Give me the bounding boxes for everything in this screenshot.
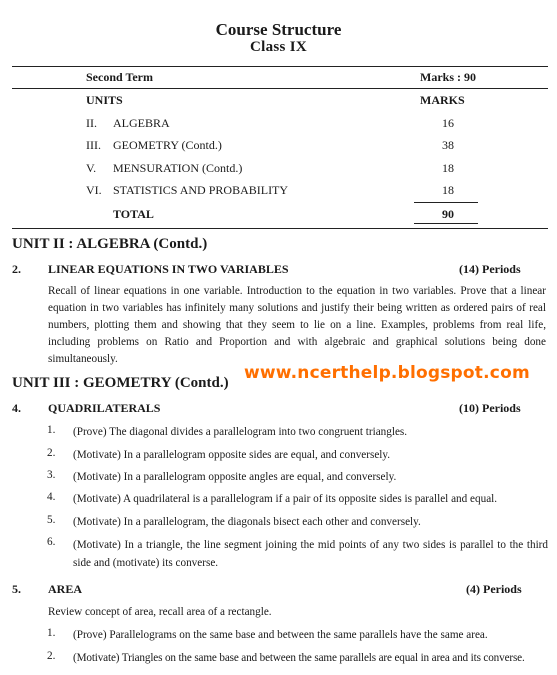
- unit-heading: UNIT II : ALGEBRA (Contd.): [12, 236, 208, 252]
- marks-header: MARKS: [420, 93, 465, 107]
- total-rule-bottom: [414, 223, 478, 224]
- page-title: Course Structure: [215, 20, 342, 39]
- table-bottom-rule: [12, 228, 548, 229]
- unit-row-marks: 18: [442, 183, 454, 197]
- unit-row-name: MENSURATION (Contd.): [113, 161, 243, 175]
- units-header: UNITS: [86, 93, 123, 107]
- section-intro: Review concept of area, recall area of a rectangle.: [48, 606, 272, 618]
- unit-row-name: STATISTICS AND PROBABILITY: [113, 183, 289, 197]
- list-item: (Prove) Parallelograms on the same base and between the same parallels have the same area.: [73, 629, 488, 641]
- list-item-number: 3.: [47, 469, 56, 481]
- list-item: (Motivate) In a parallelogram, the diagonals bisect each other and conversely.: [73, 516, 421, 528]
- unit-row-num: VI.: [86, 183, 102, 197]
- section-periods: (14) Periods: [459, 262, 521, 276]
- unit-row-name: ALGEBRA: [113, 116, 170, 130]
- unit-row-num: II.: [86, 116, 97, 130]
- list-item-number: 2.: [47, 447, 56, 459]
- marks-label: Marks : 90: [420, 70, 476, 84]
- unit-row-num: V.: [86, 161, 97, 175]
- unit-row-name: GEOMETRY (Contd.): [113, 138, 222, 152]
- list-item-number: 5.: [47, 514, 56, 526]
- unit-row-marks: 38: [442, 138, 454, 152]
- list-item-number: 1.: [47, 424, 56, 436]
- unit-heading: UNIT III : GEOMETRY (Contd.): [12, 375, 229, 391]
- page-subtitle: Class IX: [250, 39, 307, 55]
- total-marks: 90: [442, 207, 454, 221]
- section-body: Recall of linear equations in one variable. Introduction to the equation in two variables. Prove that a linear equation in two variables has infinitely many solutions and justify their being written as ordered pairs of real numbers, plotting them and showing that they seem to lie on a line. Examples, problems from real life, including problems on Ratio and Proportion and with algebraic and graphical solutions being done simultaneously.: [48, 285, 546, 365]
- total-rule-top: [414, 202, 478, 203]
- section-title: QUADRILATERALS: [48, 401, 161, 415]
- unit-row-marks: 16: [442, 116, 454, 130]
- list-item: (Motivate) In a parallelogram opposite sides are equal, and conversely.: [73, 449, 391, 461]
- section-periods: (4) Periods: [466, 582, 522, 596]
- list-item: (Motivate) A quadrilateral is a parallelogram if a pair of its opposite sides is parallel and equal.: [73, 493, 498, 505]
- section-periods: (10) Periods: [459, 401, 521, 415]
- list-item-number: 1.: [47, 627, 56, 639]
- term-label: Second Term: [86, 70, 154, 84]
- section-title: AREA: [48, 582, 83, 596]
- watermark-text: www.ncerthelp.blogspot.com: [244, 363, 530, 383]
- list-item: (Motivate) In a parallelogram opposite angles are equal, and conversely.: [73, 471, 397, 483]
- unit-row-num: III.: [86, 138, 101, 152]
- section-title: LINEAR EQUATIONS IN TWO VARIABLES: [48, 262, 289, 276]
- unit-row-marks: 18: [442, 161, 454, 175]
- list-item: (Prove) The diagonal divides a parallelogram into two congruent triangles.: [73, 426, 408, 438]
- table-top-rule: [12, 66, 548, 67]
- list-item: (Motivate) Triangles on the same base and between the same parallels are equal in area and its converse.: [73, 652, 525, 664]
- total-label: TOTAL: [113, 207, 154, 221]
- list-item-number: 6.: [47, 536, 56, 548]
- table-header-rule: [12, 88, 548, 89]
- section-number: 4.: [12, 401, 21, 415]
- section-number: 2.: [12, 262, 21, 276]
- list-item-number: 2.: [47, 650, 56, 662]
- list-item-number: 4.: [47, 491, 56, 503]
- list-item: (Motivate) In a triangle, the line segment joining the mid points of any two sides is parallel to the third side and (motivate) its converse.: [73, 539, 548, 569]
- section-number: 5.: [12, 582, 21, 596]
